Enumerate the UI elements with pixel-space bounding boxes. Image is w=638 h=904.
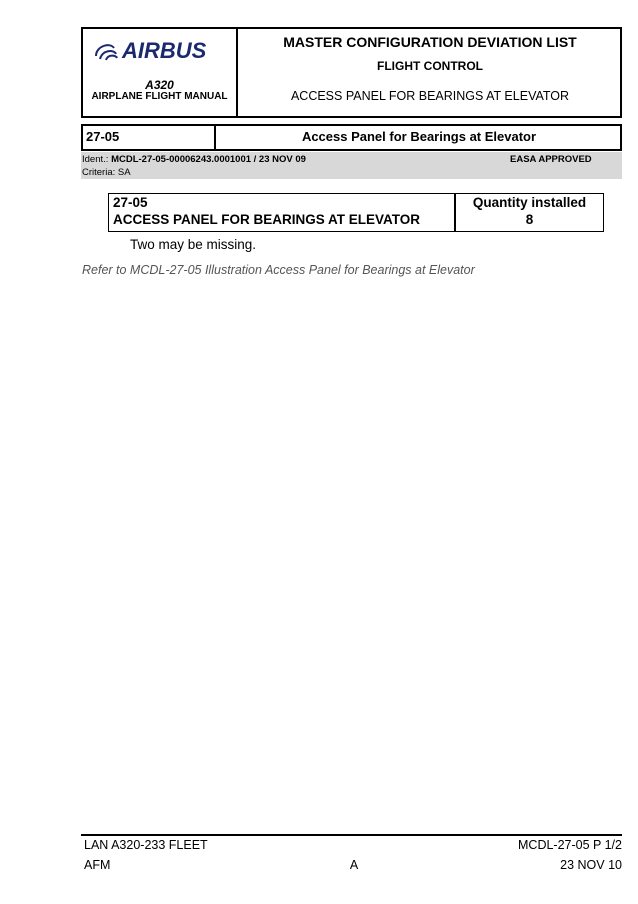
ident-line (82, 154, 306, 165)
item-note: Two may be missing. (130, 237, 257, 252)
document-title: MASTER CONFIGURATION DEVIATION LIST (283, 34, 577, 50)
airbus-swirl-icon (96, 45, 117, 60)
airbus-logo (92, 36, 226, 66)
footer-doc: AFM (84, 858, 111, 872)
manual-title: AIRPLANE FLIGHT MANUAL (91, 91, 228, 102)
item-name: ACCESS PANEL FOR BEARINGS AT ELEVATOR (113, 212, 421, 227)
approval-status: EASA APPROVED (510, 154, 592, 165)
quantity-value: 8 (525, 212, 534, 227)
illustration-reference[interactable]: Refer to MCDL-27-05 Illustration Access Panel for Bearings at Elevator (82, 263, 475, 277)
ident-label: Ident.: (82, 154, 109, 165)
section-code: 27-05 (86, 129, 120, 144)
quantity-label: Quantity installed (472, 195, 587, 210)
ident-value: MCDL-27-05-00006243.0001001 / 23 NOV 09 (111, 154, 306, 165)
footer-rule (81, 834, 622, 836)
section-title: Access Panel for Bearings at Elevator (301, 129, 537, 144)
footer-date: 23 NOV 10 (560, 858, 622, 872)
item-code: 27-05 (113, 195, 148, 210)
footer-revision: A (349, 858, 359, 872)
footer-fleet: LAN A320-233 FLEET (84, 838, 208, 852)
document-description: ACCESS PANEL FOR BEARINGS AT ELEVATOR (290, 89, 570, 103)
document-subtitle: FLIGHT CONTROL (377, 59, 483, 73)
aircraft-model: A320 (145, 78, 174, 92)
footer-page-ref: MCDL-27-05 P 1/2 (518, 838, 622, 852)
brand-name: AIRBUS (122, 38, 207, 63)
criteria: Criteria: SA (82, 167, 131, 178)
